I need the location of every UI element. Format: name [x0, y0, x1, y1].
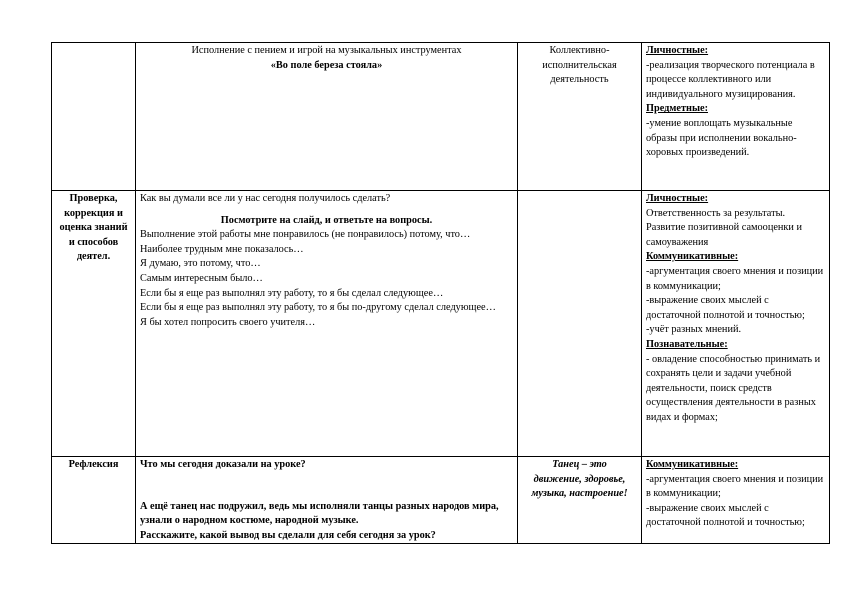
uud-heading: Личностные:	[646, 45, 709, 56]
content-cell	[136, 457, 518, 544]
reflection-line: Я думаю, это потому, что…	[140, 258, 261, 270]
uud-item: Развитие позитивной самооценки и самоуважения	[646, 222, 803, 248]
uud-item: -реализация творческого потенциала в процессе коллективного или индивидуального музицирования.	[646, 59, 815, 100]
uud-item: -умение воплощать музыкальные образы при исполнении вокально-хоровых произведений.	[646, 117, 797, 159]
intro-question: Как вы думали все ли у нас сегодня получилось сделать?	[140, 193, 391, 204]
uud-heading: Коммуникативные:	[646, 459, 739, 470]
slide-heading: Посмотрите на слайд, и ответьте на вопросы.	[220, 214, 433, 226]
uud-item: -выражение своих мыслей с достаточной полнотой и точностью;	[646, 295, 805, 321]
song-title-line2: «Во поле береза стояла»	[270, 59, 383, 71]
uud-heading: Личностные:	[646, 193, 709, 204]
uud-item: - овладение способностью принимать и сохранять цели и задачи учебной деятельности, поиск средств осуществления деятельности в разных видах и формах;	[646, 353, 821, 423]
reflection-line: Наиболее трудным мне показалось…	[140, 243, 304, 255]
reflection-line: Я бы хотел попросить своего учителя…	[140, 316, 316, 328]
content-cell	[136, 43, 518, 191]
uud-heading: Коммуникативные:	[646, 251, 739, 263]
uud-item: -учёт разных мнений.	[646, 324, 742, 336]
stage-cell: Проверка, коррекция и оценка знаний и способов деятел.	[52, 191, 136, 457]
song-title-line1: Исполнение с пением и игрой на музыкальных инструментах	[191, 45, 462, 56]
stage-cell	[52, 43, 136, 191]
uud-cell	[642, 43, 830, 191]
reflection-line: Если бы я еще раз выполнял эту работу, то я бы по-другому сделал следующее…	[140, 302, 496, 314]
reflection-line: Самым интересным было…	[140, 272, 263, 284]
uud-item: -аргументация своего мнения и позиции в коммуникации;	[646, 265, 824, 292]
reflection-question: Что мы сегодня доказали на уроке?	[140, 459, 306, 470]
stage-cell: Рефлексия	[52, 457, 136, 544]
activity-cell: Танец – это движение, здоровье, музыка, настроение!	[518, 457, 642, 544]
table-row	[52, 43, 830, 191]
reflection-line: Выполнение этой работы мне понравилось (не понравилось) потому, что…	[140, 229, 471, 241]
uud-heading: Познавательные:	[646, 338, 728, 350]
uud-item: -аргументация своего мнения и позиции в коммуникации;	[646, 473, 824, 500]
uud-item: -выражение своих мыслей с достаточной полнотой и точностью;	[646, 502, 805, 529]
reflection-line: Если бы я еще раз выполнял эту работу, то я бы сделал следующее…	[140, 287, 444, 299]
uud-heading: Предметные:	[646, 103, 708, 115]
activity-cell: Коллективно-исполнительская деятельность	[518, 43, 642, 191]
uud-cell	[642, 457, 830, 544]
lesson-plan-table	[51, 42, 830, 544]
activity-cell	[518, 191, 642, 457]
reflection-line: А ещё танец нас подружил, ведь мы исполняли танцы разных народов мира, узнали о народном костюме, народной музыке.	[140, 500, 499, 527]
content-cell	[136, 191, 518, 457]
table-row	[52, 457, 830, 544]
uud-cell	[642, 191, 830, 457]
reflection-line: Расскажите, какой вывод вы сделали для себя сегодня за урок?	[140, 529, 436, 541]
table-row	[52, 191, 830, 457]
uud-item: Ответственность за результаты.	[646, 207, 786, 219]
